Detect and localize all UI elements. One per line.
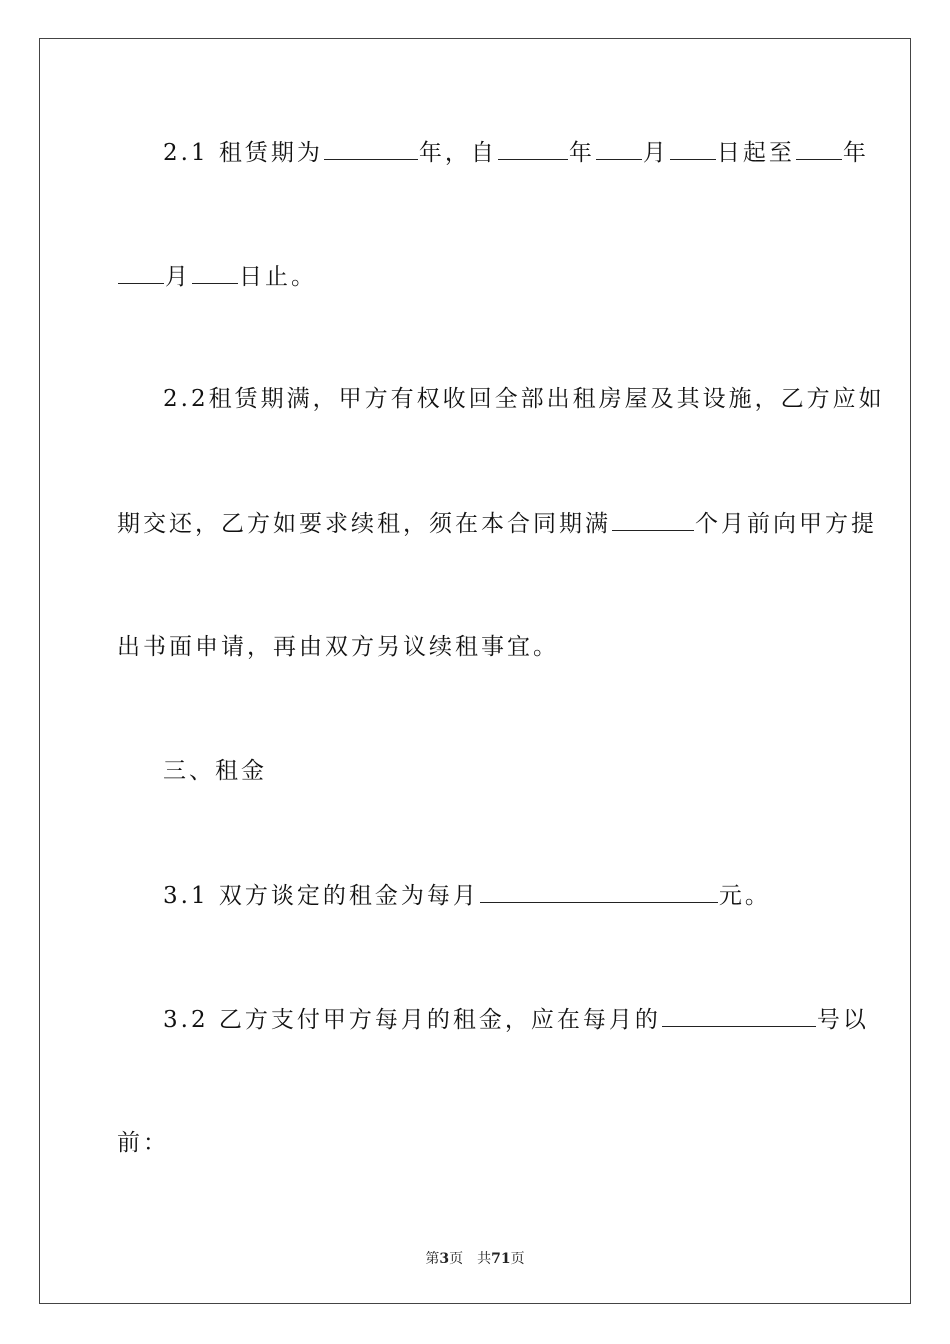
blank-lease-years[interactable] bbox=[324, 137, 418, 160]
blank-start-year[interactable] bbox=[498, 137, 568, 160]
clause-3-2-line-1 bbox=[163, 1004, 869, 1035]
blank-end-year[interactable] bbox=[796, 137, 842, 160]
blank-monthly-rent[interactable] bbox=[480, 880, 718, 903]
blank-start-day[interactable] bbox=[670, 137, 716, 160]
clause-3-2-text-1: 3.2 乙方支付甲方每月的租金，应在每月的 bbox=[163, 1007, 661, 1033]
footer-suffix: 页 bbox=[510, 1251, 525, 1267]
footer-page-number: 3 bbox=[439, 1251, 450, 1267]
clause-2-1-line-2 bbox=[117, 261, 317, 292]
clause-2-1-text-7: 月 bbox=[165, 264, 191, 290]
section-3-heading: 三、租金 bbox=[163, 758, 267, 784]
clause-2-1-text-6: 年 bbox=[842, 140, 869, 166]
clause-2-1-text-1: 2.1 租赁期为 bbox=[163, 140, 323, 166]
clause-2-1-text-3: 年 bbox=[568, 140, 595, 166]
footer-total-pages: 71 bbox=[491, 1251, 511, 1267]
clause-2-1-text-4: 月 bbox=[642, 140, 669, 166]
page-border bbox=[39, 38, 911, 1304]
clause-2-2-text-1: 期交还，乙方如要求续租，须在本合同期满 bbox=[117, 511, 611, 537]
blank-payment-day[interactable] bbox=[662, 1004, 816, 1027]
clause-3-2-line-2: 前： bbox=[117, 1130, 169, 1156]
clause-2-2-line-1: 2.2租赁期满，甲方有权收回全部出租房屋及其设施，乙方应如 bbox=[163, 386, 885, 412]
clause-3-1-text-1: 3.1 双方谈定的租金为每月 bbox=[163, 883, 479, 909]
clause-2-1-text-5: 日起至 bbox=[716, 140, 795, 166]
clause-3-1-line bbox=[163, 880, 771, 911]
blank-start-month[interactable] bbox=[596, 137, 642, 160]
clause-3-2-text-2: 号以 bbox=[816, 1007, 869, 1033]
clause-2-1-line-1 bbox=[163, 137, 869, 168]
page-footer bbox=[0, 1248, 950, 1268]
clause-2-1-text-8: 日止。 bbox=[239, 264, 317, 290]
blank-end-month[interactable] bbox=[118, 261, 164, 284]
clause-2-1-text-2: 年，自 bbox=[418, 140, 497, 166]
blank-renewal-months[interactable] bbox=[612, 508, 694, 531]
blank-end-day[interactable] bbox=[192, 261, 238, 284]
footer-mid: 页 共 bbox=[449, 1251, 492, 1267]
footer-prefix: 第 bbox=[425, 1251, 440, 1267]
clause-2-2-text-2: 个月前向甲方提 bbox=[695, 511, 877, 537]
clause-3-1-text-2: 元。 bbox=[718, 883, 771, 909]
clause-2-2-line-2 bbox=[117, 508, 877, 539]
clause-2-2-line-3: 出书面申请，再由双方另议续租事宜。 bbox=[117, 634, 559, 660]
